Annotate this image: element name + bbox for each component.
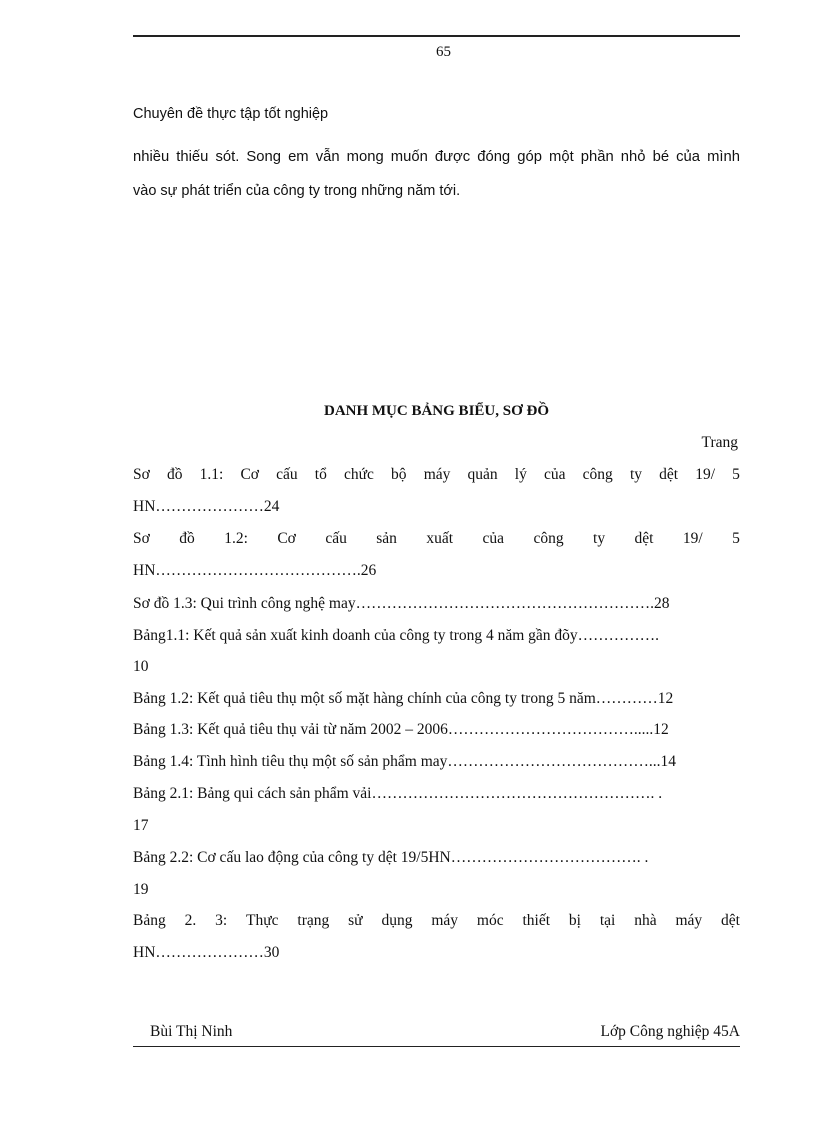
toc-entry-7: Bảng 1.4: Tình hình tiêu thụ một số sản phẩm may…………………………………...14 [133,753,677,770]
toc-word: sử [348,912,363,929]
toc-word: của [544,466,566,483]
toc-word: trạng [297,912,330,929]
toc-word: Sơ [133,530,150,547]
toc-entry-4-cont: 10 [133,658,149,675]
toc-entry-1-cont: HN…………………24 [133,498,280,515]
toc-word: bị [568,912,581,929]
footer-author: Bùi Thị Ninh [150,1023,233,1040]
toc-entry-2-cont: HN………………………………….26 [133,562,377,579]
toc-word: xuất [426,530,454,547]
toc-entry-10 [133,911,740,931]
paragraph-line-1: nhiều thiếu sót. Song em vẫn mong muốn được đóng góp một phần nhỏ bé của mình [133,149,740,165]
page-number: 65 [436,44,451,60]
toc-entry-4: Bảng1.1: Kết quả sản xuất kinh doanh của công ty trong 4 năm gần đõy……………. [133,627,660,644]
toc-word: sản [376,530,397,547]
toc-word: 19/ [695,466,716,483]
toc-word: cấu [276,466,298,483]
header-rule [133,35,740,37]
toc-word: 5 [732,530,740,547]
toc-word: ty [593,530,606,547]
toc-word: máy [675,912,703,929]
paragraph-line-2: vào sự phát triển của công ty trong những năm tới. [133,183,461,199]
toc-word: Sơ [133,466,150,483]
toc-word: 2. [184,912,197,929]
toc-entry-1 [133,465,740,485]
toc-word: 1.1: [199,466,224,483]
toc-page-label: Trang [701,434,738,451]
toc-word: Thực [246,912,279,929]
toc-entry-2 [133,529,740,549]
toc-word: cấu [325,530,347,547]
toc-word: ty [629,466,642,483]
toc-word: dệt [721,912,740,929]
toc-word: 19/ [682,530,703,547]
toc-word: công [533,530,564,547]
toc-word: dệt [634,530,654,547]
toc-entry-10-cont: HN…………………30 [133,944,280,961]
toc-word: máy [431,912,459,929]
toc-word: máy [423,466,451,483]
toc-word: 3: [215,912,228,929]
toc-word: lý [514,466,527,483]
footer-rule [133,1046,740,1047]
toc-entry-9-cont: 19 [133,881,149,898]
toc-word: chức [343,466,374,483]
toc-word: Cơ [277,530,296,547]
toc-word: Cơ [240,466,259,483]
toc-word: 5 [732,466,740,483]
toc-word: đồ [166,466,183,483]
footer-class: Lớp Công nghiệp 45A [600,1023,740,1040]
toc-word: Bảng [133,912,166,929]
running-head: Chuyên đề thực tập tốt nghiệp [133,106,329,122]
toc-entry-6: Bảng 1.3: Kết quả tiêu thụ vải từ năm 2002 – 2006……………………………….....12 [133,721,669,738]
toc-entry-8-cont: 17 [133,817,149,834]
toc-word: móc [476,912,504,929]
toc-entry-5: Bảng 1.2: Kết quả tiêu thụ một số mặt hàng chính của công ty trong 5 năm…………12 [133,690,674,707]
toc-word: quản [467,466,498,483]
toc-title: DANH MỤC BẢNG BIỂU, SƠ ĐỒ [323,403,549,419]
toc-word: 1.2: [224,530,248,547]
toc-entry-9: Bảng 2.2: Cơ cấu lao động của công ty dệt 19/5HN………………………………. . [133,849,649,866]
toc-word: tổ [314,466,327,483]
toc-entry-3: Sơ đồ 1.3: Qui trình công nghệ may………………………………………………….28 [133,595,670,612]
toc-word: dệt [659,466,679,483]
toc-word: tại [599,912,616,929]
toc-word: bộ [391,466,407,483]
toc-entry-8: Bảng 2.1: Bảng qui cách sản phẩm vải………………………………………………. . [133,785,663,802]
toc-word: nhà [634,912,657,929]
toc-word: dụng [381,912,413,929]
toc-word: của [482,530,505,547]
toc-word: công [582,466,613,483]
toc-word: đồ [179,530,195,547]
toc-word: thiết [522,912,551,929]
